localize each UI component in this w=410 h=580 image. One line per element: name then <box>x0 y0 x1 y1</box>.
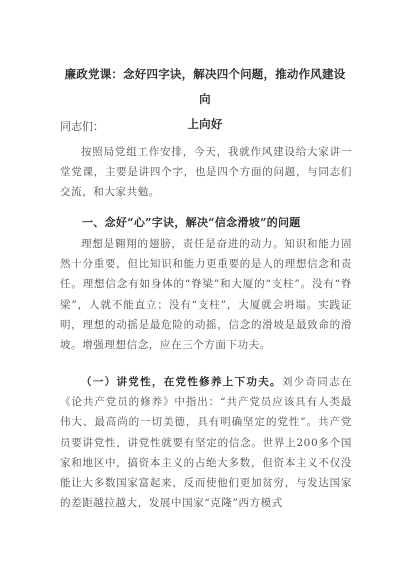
subsection-1-body: 刘少奇同志在《论共产党员的修养》中指出：“共产党员应该具有人类最伟大、最高尚的一切美德，具有明确坚定的党性”。共产党员要讲党性，讲党性就要有坚定的信念。世界上200多个国家和地区中，搞资本主义的占绝大多数，但资本主义不仅没能让大多数国家富起来，反而使他们更加贫穷，与发达国家的差距越拉越大，发展中国家“克隆”西方模式 <box>60 376 352 510</box>
section-1-body: 理想是翱翔的翅膀，责任是奋进的动力。知识和能力固然十分重要，但比知识和能力更重要的是人的理想信念和责任。理想信念有如身体的“脊梁”和大厦的“支柱”。没有“脊梁”，人就不能直立；没有“支柱”，大厦就会坍塌。实践证明，理想的动摇是最危险的动摇，信念的滑坡是最致命的滑坡。增强理想信念，应在三个方面下功夫。 <box>60 238 352 352</box>
title-line-2: 上向好 <box>187 117 223 131</box>
title-line-1: 廉政党课：念好四字诀，解决四个问题，推动作风建设向 <box>64 67 346 106</box>
subsection-1-lead: （一）讲党性，在党性修养上下功夫。 <box>81 376 282 388</box>
salutation: 同志们： <box>60 120 104 133</box>
section-1-heading: 一、念好“心”字诀，解决“信念滑坡”的问题 <box>82 216 301 229</box>
intro-paragraph: 按照局党组工作安排，今天，我就作风建设给大家讲一堂党课，主要是讲四个字，也是四个方面的问题，与同志们交流，和大家共勉。 <box>60 146 352 199</box>
subsection-1-paragraph <box>60 372 352 513</box>
